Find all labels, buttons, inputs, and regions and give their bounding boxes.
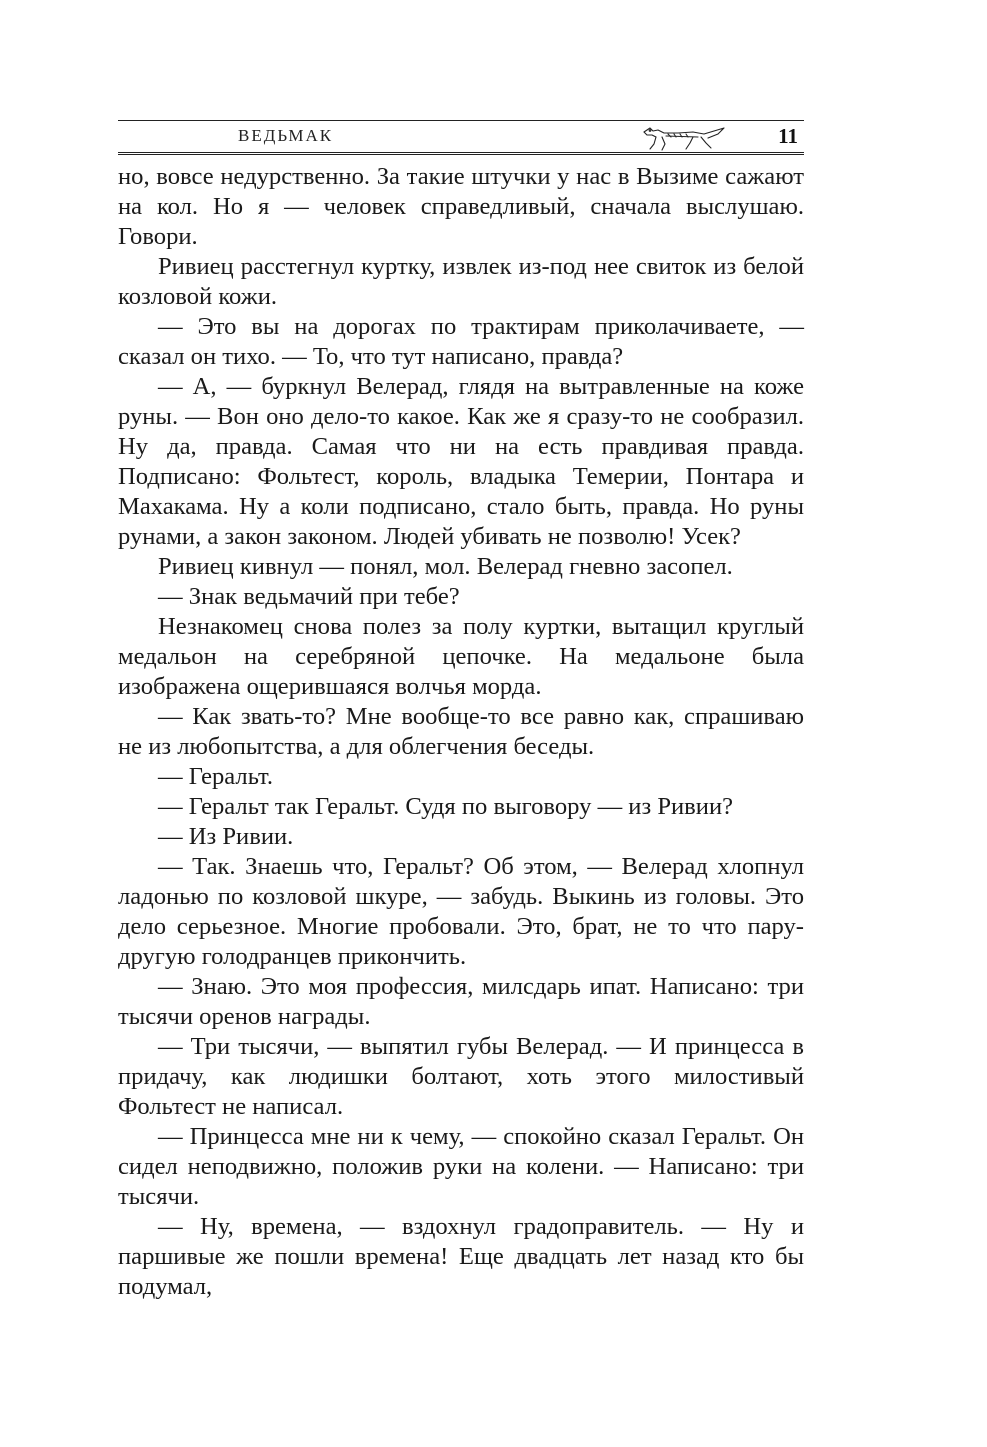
paragraph: — Знаю. Это моя профессия, милсдарь ипат. Написано: три тысячи оренов награды.	[118, 973, 804, 1030]
paragraph: Незнакомец снова полез за полу куртки, вытащил круглый медальон на серебряной цепочке. На медальоне была изображена ощерившаяся волчья морда.	[118, 613, 804, 700]
paragraph: — Геральт.	[158, 763, 274, 790]
running-title: ВЕДЬМАК	[238, 126, 334, 145]
paragraph: но, вовсе недурственно. За такие штучки у нас в Вызиме сажают на кол. Но я — человек справедливый, сначала выслушаю. Говори.	[118, 163, 804, 250]
header-rule-top	[118, 120, 804, 121]
body-text	[118, 162, 804, 1302]
paragraph: Ривиец расстегнул куртку, извлек из-под нее свиток из белой козловой кожи.	[118, 253, 804, 310]
paragraph: Ривиец кивнул — понял, мол. Велерад гневно засопел.	[158, 553, 733, 580]
paragraph: — Принцесса мне ни к чему, — спокойно сказал Геральт. Он сидел неподвижно, положив руки на колени. — Написано: три тысячи.	[118, 1123, 804, 1210]
paragraph: — Как звать-то? Мне вообще-то все равно как, спрашиваю не из любопытства, а для облегчения беседы.	[118, 703, 804, 760]
paragraph: — Так. Знаешь что, Геральт? Об этом, — Велерад хлопнул ладонью по козловой шкуре, — забудь. Выкинь из головы. Это дело серьезное. Многие пробовали. Это, брат, не то что пару-другую голодранцев прикончить.	[118, 853, 804, 970]
paragraph: — Геральт так Геральт. Судя по выговору — из Ривии?	[158, 793, 734, 820]
paragraph: — Знак ведьмачий при тебе?	[158, 583, 460, 610]
running-header	[118, 118, 804, 158]
paragraph: — А, — буркнул Велерад, глядя на вытравленные на коже руны. — Вон оно дело-то какое. Как же я сразу-то не сообразил. Ну да, правда. Самая что ни на есть правдивая правда. Подписано: Фольтест, король, владыка Темерии, Понтара и Махакама. Ну а коли подписано, стало быть, правда. Но руны рунами, а закон законом. Людей убивать не позволю! Усек?	[118, 373, 804, 550]
paragraph: — Это вы на дорогах по трактирам приколачиваете, — сказал он тихо. — То, что тут написано, правда?	[118, 313, 804, 370]
wolf-icon	[638, 122, 728, 152]
paragraph: — Три тысячи, — выпятил губы Велерад. — И принцесса в придачу, как людишки болтают, хоть этого милостивый Фольтест не написал.	[118, 1033, 804, 1120]
paragraph: — Из Ривии.	[158, 823, 294, 850]
header-rule-bottom	[118, 152, 804, 155]
page-number: 11	[778, 124, 798, 148]
paragraph: — Ну, времена, — вздохнул градоправитель. — Ну и паршивые же пошли времена! Еще двадцать лет назад кто бы подумал,	[118, 1213, 804, 1300]
